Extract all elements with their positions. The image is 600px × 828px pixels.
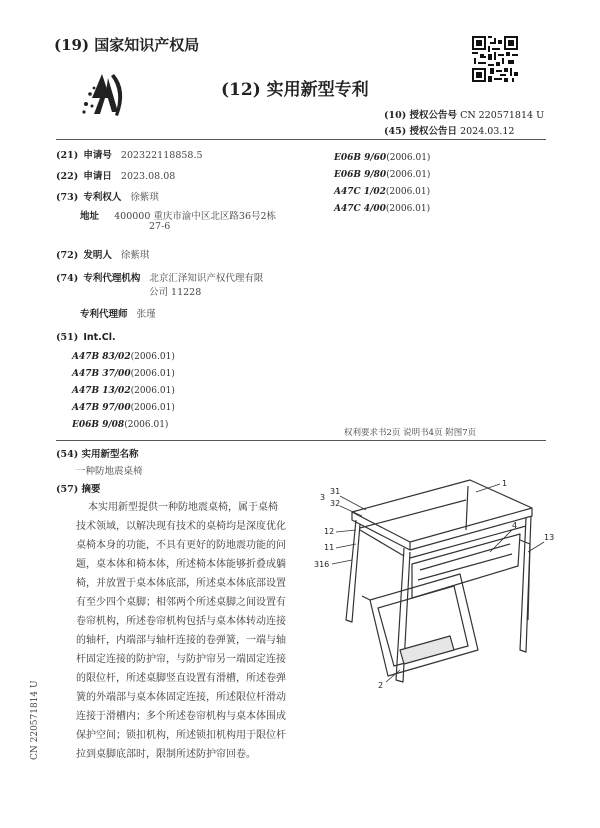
figure-label: 12 [324, 527, 335, 536]
abstract-line: 卷帘机构，所述卷帘机构包括与桌本体转动连接 [76, 616, 286, 627]
figure-label: 11 [324, 543, 335, 552]
abstract-line: 题，桌本体和椅本体，所述椅本体能够折叠成躺 [76, 559, 286, 570]
figure-label: 1 [502, 479, 508, 488]
abstract-line: 的轴杆，内端部与轴杆连接的卷弹簧，一端与轴 [76, 635, 286, 646]
field-agent: 专利代理师 张瑾 [80, 309, 156, 320]
abstract-line: 保护空间；锁扣机构，所述锁扣机构用于限位杆 [76, 730, 286, 741]
abstract-line: 簧的外端部与桌本体固定连接，所述限位杆滑动 [76, 692, 286, 703]
field-agency-cont: 公司 11228 [149, 287, 202, 298]
section-rule [56, 440, 546, 441]
field-inventor: (72) 发明人 徐紫琪 [56, 250, 150, 261]
int-cl-item: A47B 13/02(2006.01) [72, 386, 175, 396]
office-name: (19) 国家知识产权局 [54, 36, 200, 54]
right-cl-item: E06B 9/60(2006.01) [334, 153, 431, 163]
pub-date-label: (45) 授权公告日 [384, 126, 458, 137]
right-cl-item: A47C 1/02(2006.01) [334, 187, 431, 197]
page-counts: 权利要求书2页 说明书4页 附图7页 [344, 428, 477, 438]
abstract-line: 有至少四个桌脚；相邻两个所述桌脚之间设置有 [76, 597, 286, 608]
field-agency: (74) 专利代理机构 北京汇泽知识产权代理有限 [56, 273, 264, 284]
pub-date-row [384, 123, 514, 137]
pub-no-label: (10) 授权公告号 [384, 110, 458, 121]
figure-label: 316 [314, 560, 330, 569]
patent-drawing [300, 470, 560, 700]
int-cl-item: A47B 83/02(2006.01) [72, 352, 175, 362]
figure-label: 2 [378, 681, 384, 690]
field-address: 地址 400000 重庆市渝中区北区路36号2栋 [80, 211, 277, 222]
title-label: (54) 实用新型名称 [56, 449, 139, 460]
field-application-no: (21) 申请号 202322118858.5 [56, 150, 203, 161]
abstract-line: 连接于滑槽内；多个所述卷帘机构与桌本体围成 [76, 711, 286, 722]
field-application-date: (22) 申请日 2023.08.08 [56, 171, 176, 182]
utility-model-title: 一种防地震桌椅 [76, 466, 143, 477]
field-int-cl: (51) Int.Cl. [56, 332, 116, 343]
field-patentee: (73) 专利权人 徐紫琪 [56, 192, 159, 203]
right-cl-item: A47C 4/00(2006.01) [334, 204, 431, 214]
side-publication-code: CN 220571814 U [30, 680, 40, 760]
pub-no-row [384, 107, 544, 121]
figure-label: 3 [320, 493, 326, 502]
abstract-line: 本实用新型提供一种防地震桌椅，属于桌椅 [88, 502, 278, 513]
cnipa-logo [80, 68, 130, 120]
document-type: (12) 实用新型专利 [221, 80, 369, 100]
figure-label: 13 [544, 533, 555, 542]
abstract-line: 椅，并放置于桌本体底部，所述桌本体底部设置 [76, 578, 286, 589]
abstract-line: 的限位杆，所述桌脚竖直设置有滑槽，所述卷弹 [76, 673, 286, 684]
abstract-line: 拉到桌脚底部时，限制所述防护帘回卷。 [76, 749, 256, 760]
field-address-cont: 27-6 [149, 221, 171, 232]
pub-date: 2024.03.12 [460, 126, 515, 137]
abstract-line: 桌椅本身的功能，不具有更好的防地震功能的问 [76, 540, 286, 551]
qr-code [472, 36, 518, 82]
abstract-line: 技术领域，以解决现有技术的桌椅均是深度优化 [76, 521, 286, 532]
int-cl-item: A47B 37/00(2006.01) [72, 369, 175, 379]
abstract-line: 杆固定连接的防护帘，与防护帘另一端固定连接 [76, 654, 286, 665]
figure-label: 32 [330, 499, 341, 508]
figure-label: 4 [512, 521, 518, 530]
right-cl-item: E06B 9/80(2006.01) [334, 170, 431, 180]
figure-label: 31 [330, 487, 341, 496]
pub-no: CN 220571814 U [460, 110, 545, 121]
int-cl-item: E06B 9/08(2006.01) [72, 420, 169, 430]
abstract-label: (57) 摘要 [56, 484, 101, 495]
header-rule [56, 139, 546, 140]
int-cl-item: A47B 97/00(2006.01) [72, 403, 175, 413]
